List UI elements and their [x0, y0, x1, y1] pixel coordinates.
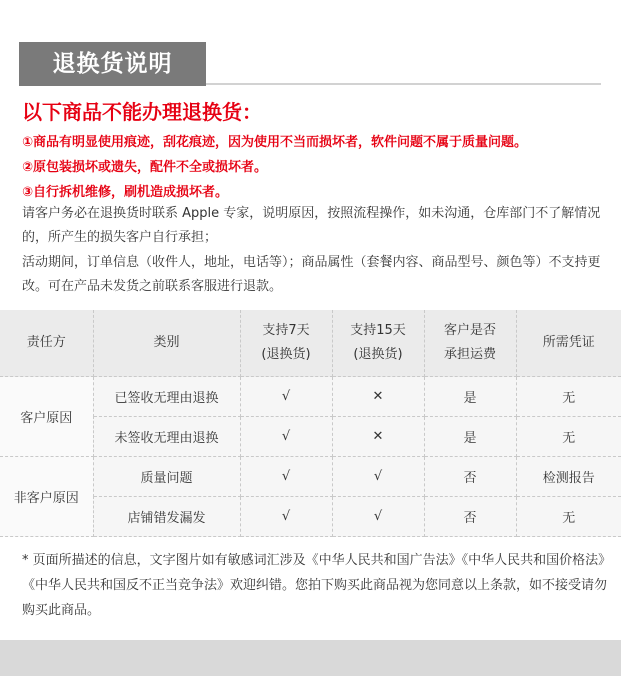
bottom-bar: [0, 640, 621, 676]
row-shipping: 否: [424, 497, 516, 537]
row-shipping: 是: [424, 417, 516, 457]
row-proof: 无: [516, 377, 621, 417]
header-responsible: 责任方: [0, 310, 93, 377]
header-category: 类别: [93, 310, 240, 377]
red-rule-3: ③自行拆机维修，刷机造成损坏者。: [22, 185, 229, 200]
activity-notice: 活动期间，订单信息（收件人，地址，电话等）；商品属性（套餐内容、商品型号、颜色等）不支持更改。可在产品未发货之前联系客服进行退款。: [22, 255, 601, 294]
check-icon: √: [240, 497, 332, 537]
row-category: 店铺错发漏发: [93, 497, 240, 537]
page-title: 退换货说明: [19, 42, 206, 86]
red-rule-1: ①商品有明显使用痕迹，刮花痕迹，因为使用不当而损坏者，软件问题不属于质量问题。: [22, 135, 528, 150]
table-row: [0, 417, 621, 457]
row-proof: 无: [516, 417, 621, 457]
non-returnable-heading: 以下商品不能办理退换货：: [22, 100, 262, 124]
row-proof: 无: [516, 497, 621, 537]
header-proof: 所需凭证: [516, 310, 621, 377]
row-proof: 检测报告: [516, 457, 621, 497]
check-icon: √: [240, 417, 332, 457]
contact-instruction: 请客户务必在退换货时联系 Apple 专家，说明原因，按照流程操作，如未沟通，仓库部门不了解情况的，所产生的损失客户自行承担；: [22, 206, 601, 245]
group-customer-reason: 客户原因: [0, 377, 93, 457]
red-rule-2: ②原包装损坏或遗失，配件不全或损坏者。: [22, 160, 268, 175]
check-icon: √: [240, 377, 332, 417]
group-non-customer-reason: 非客户原因: [0, 457, 93, 537]
cross-icon: ✕: [332, 417, 424, 457]
header-shipping: 客户是否 承担运费: [424, 310, 516, 377]
table-header-row: [0, 310, 621, 377]
header-7day: 支持7天 (退换货): [240, 310, 332, 377]
check-icon: √: [332, 457, 424, 497]
legal-footnote: * 页面所描述的信息，文字图片如有敏感词汇涉及《中华人民共和国广告法》《中华人民共和国价格法》《中华人民共和国反不正当竞争法》欢迎纠错。您拍下购买此商品视为您同意以上条款，如不接受请勿购买此商品。: [22, 553, 612, 618]
check-icon: √: [332, 497, 424, 537]
row-category: 未签收无理由退换: [93, 417, 240, 457]
table-row: [0, 377, 621, 417]
row-category: 已签收无理由退换: [93, 377, 240, 417]
row-shipping: 否: [424, 457, 516, 497]
cross-icon: ✕: [332, 377, 424, 417]
title-divider: [206, 83, 601, 85]
check-icon: √: [240, 457, 332, 497]
return-policy-table: [0, 310, 621, 537]
header-15day: 支持15天 (退换货): [332, 310, 424, 377]
table-row: [0, 497, 621, 537]
row-shipping: 是: [424, 377, 516, 417]
row-category: 质量问题: [93, 457, 240, 497]
table-row: [0, 457, 621, 497]
